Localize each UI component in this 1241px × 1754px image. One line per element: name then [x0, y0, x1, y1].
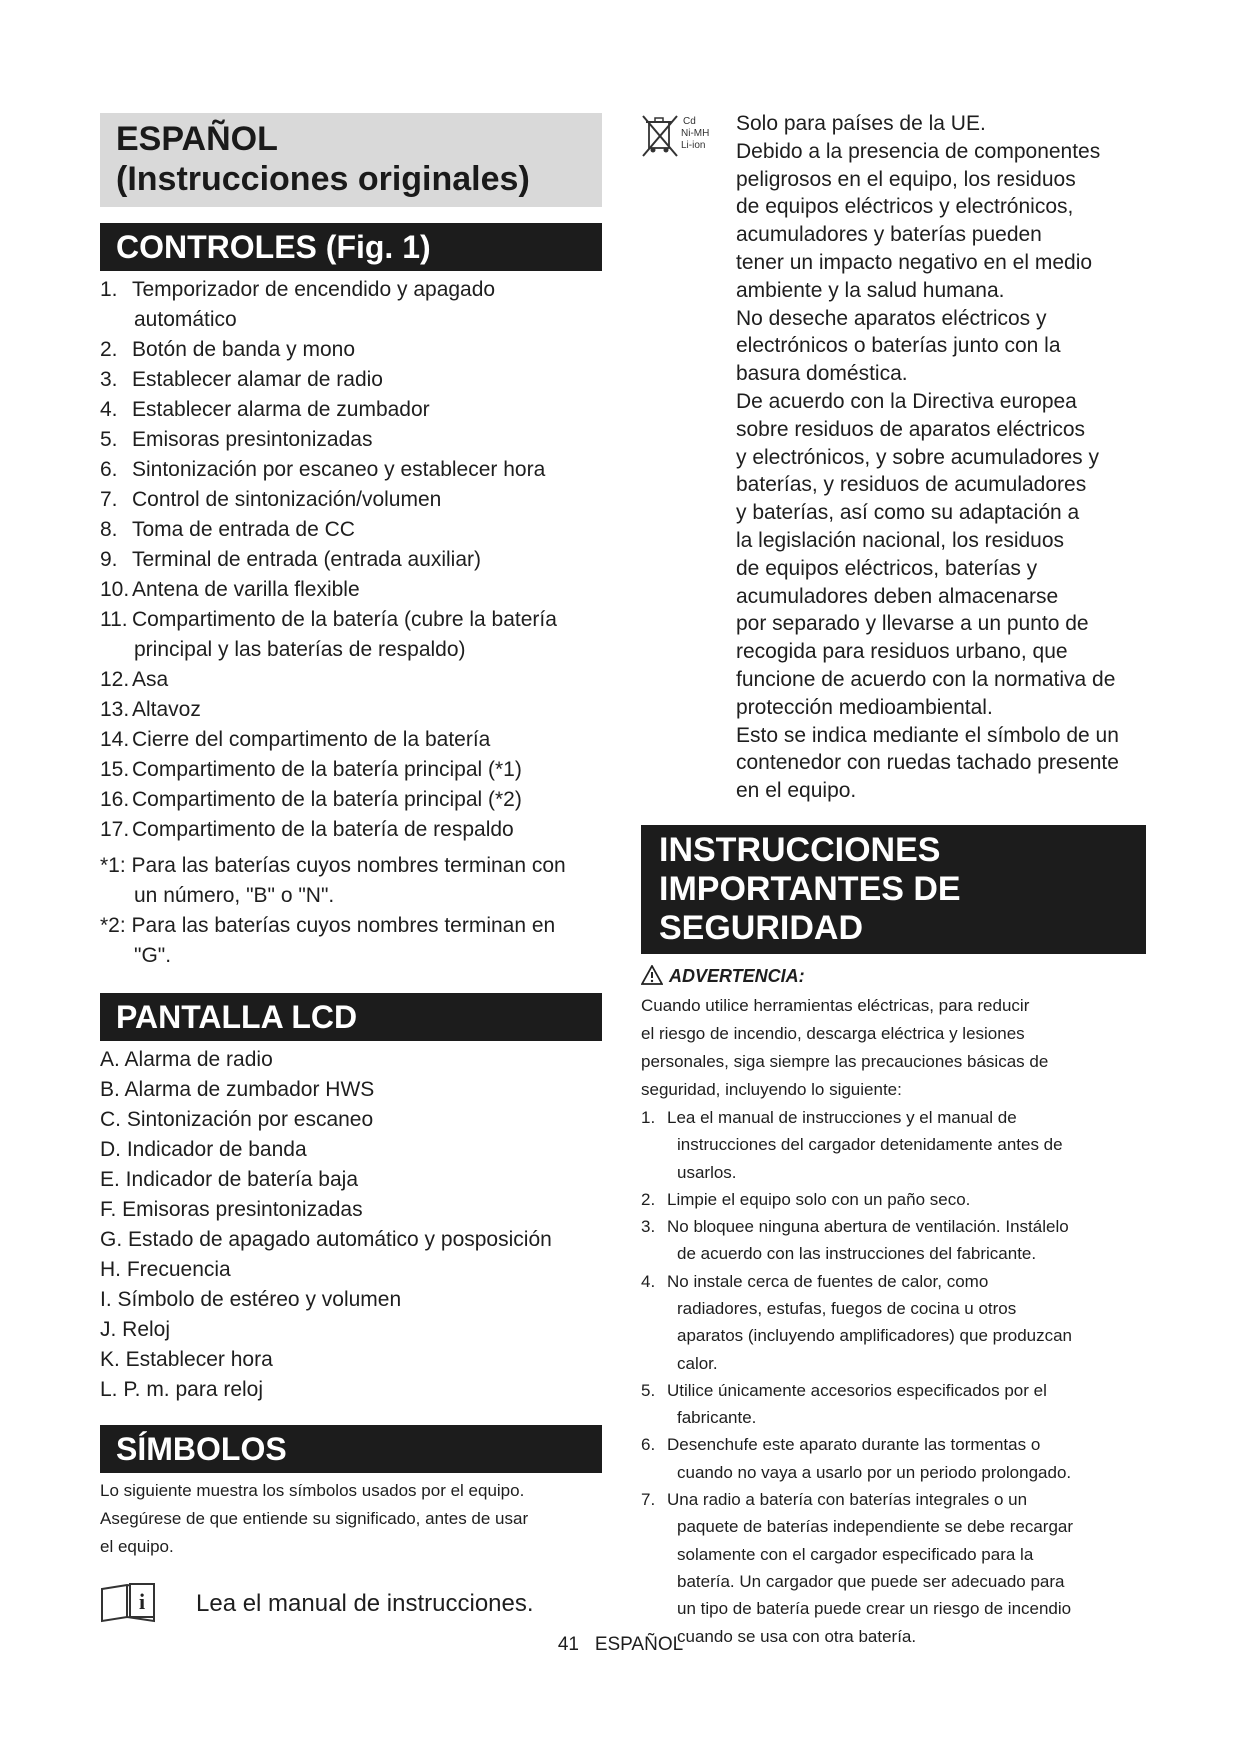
list-item: 7. Una radio a batería con baterías integrales o un paquete de baterías independiente se debe recargar solamente con el cargador especificado para la batería. Un cargador que puede ser adecuado para un tipo de batería puede crear un riesgo de incendio cuando se usa con otra batería.: [641, 1490, 1074, 1646]
warning-label: ADVERTENCIA:: [669, 965, 805, 986]
list-item: 3. No bloquee ninguna abertura de ventilación. Instálelo de acuerdo con las instrucciones del fabricante.: [641, 1217, 1069, 1264]
controls-list: [100, 275, 602, 845]
symbols-intro-line: Lo siguiente muestra los símbolos usados por el equipo.: [100, 1481, 525, 1500]
safety-intro: [641, 992, 1146, 1104]
left-column: [100, 113, 602, 1629]
list-item: 8. Toma de entrada de CC: [100, 518, 355, 541]
footnote-1: *1: Para las baterías cuyos nombres terminan con un número, "B" o "N".: [100, 854, 566, 907]
manual-symbol-row: [100, 1579, 602, 1629]
safety-intro-line: personales, siga siempre las precauciones básicas de: [641, 1051, 1049, 1071]
eu-line: funcione de acuerdo con la normativa de: [736, 667, 1116, 691]
eu-line: Esto se indica mediante el símbolo de un: [736, 723, 1119, 747]
eu-disposal-text: [736, 110, 1146, 805]
list-item: 4. No instale cerca de fuentes de calor, como radiadores, estufas, fuegos de cocina u otros aparatos (incluyendo amplificadores) que produzcan calor.: [641, 1271, 1073, 1373]
safety-intro-line: seguridad, incluyendo lo siguiente:: [641, 1079, 902, 1099]
list-item: J. Reloj: [100, 1318, 171, 1341]
eu-line: peligrosos en el equipo, los residuos: [736, 167, 1076, 191]
title-line-1: ESPAÑOL: [116, 120, 278, 158]
symbols-intro: [100, 1477, 602, 1561]
eu-line: De acuerdo con la Directiva europea: [736, 389, 1077, 413]
eu-line: No deseche aparatos eléctricos y: [736, 306, 1047, 330]
list-item: 13. Altavoz: [100, 698, 201, 721]
list-item: D. Indicador de banda: [100, 1138, 307, 1161]
controls-heading: CONTROLES (Fig. 1): [100, 223, 602, 271]
list-item: B. Alarma de zumbador HWS: [100, 1078, 375, 1101]
symbols-intro-line: el equipo.: [100, 1537, 174, 1556]
eu-line: de equipos eléctricos y electrónicos,: [736, 195, 1074, 219]
eu-line: electrónicos o baterías junto con la: [736, 334, 1061, 358]
eu-line: y electrónicos, y sobre acumuladores y: [736, 445, 1099, 469]
list-item: 11. Compartimento de la batería (cubre la batería principal y las baterías de respaldo): [100, 608, 557, 661]
list-item: 16. Compartimento de la batería principal (*2): [100, 788, 522, 811]
safety-heading-line: SEGURIDAD: [659, 908, 864, 947]
safety-intro-line: Cuando utilice herramientas eléctricas, para reducir: [641, 995, 1030, 1015]
eu-line: Debido a la presencia de componentes: [736, 139, 1101, 163]
eu-line: de equipos eléctricos, baterías y: [736, 556, 1038, 580]
lcd-list: [100, 1045, 602, 1405]
warning-label-row: [641, 964, 1146, 988]
safety-intro-line: el riesgo de incendio, descarga eléctrica y lesiones: [641, 1023, 1025, 1043]
list-item: 6. Sintonización por escaneo y establecer hora: [100, 458, 546, 481]
page-number: 41: [557, 1634, 579, 1655]
footer-language: ESPAÑOL: [594, 1634, 684, 1655]
list-item: E. Indicador de batería baja: [100, 1168, 359, 1191]
list-item: 14. Cierre del compartimento de la batería: [100, 728, 491, 751]
list-item: 17. Compartimento de la batería de respaldo: [100, 818, 514, 841]
symbols-intro-line: Asegúrese de que entiende su significado, antes de usar: [100, 1509, 529, 1528]
svg-text:Ni-MH: Ni-MH: [681, 128, 710, 139]
list-item: 15. Compartimento de la batería principal (*1): [100, 758, 522, 781]
eu-line: baterías, y residuos de acumuladores: [736, 473, 1087, 497]
lcd-heading: PANTALLA LCD: [100, 993, 602, 1041]
list-item: 7. Control de sintonización/volumen: [100, 488, 442, 511]
list-item: 4. Establecer alarma de zumbador: [100, 398, 430, 421]
symbols-heading: SÍMBOLOS: [100, 1425, 602, 1473]
list-item: 1. Temporizador de encendido y apagado automático: [100, 278, 496, 331]
list-item: 5. Emisoras presintonizadas: [100, 428, 373, 451]
safety-heading: [641, 825, 1146, 954]
eu-line: protección medioambiental.: [736, 695, 993, 719]
eu-line: en el equipo.: [736, 779, 857, 803]
controls-notes: [100, 851, 602, 971]
manual-symbol-caption: Lea el manual de instrucciones.: [196, 1590, 534, 1617]
page-footer: [0, 1634, 1241, 1656]
eu-disposal-block: [641, 110, 1146, 805]
eu-line: contenedor con ruedas tachado presente: [736, 751, 1119, 775]
eu-line: acumuladores y baterías pueden: [736, 223, 1042, 247]
eu-line: sobre residuos de aparatos eléctricos: [736, 417, 1086, 441]
list-item: 12. Asa: [100, 668, 169, 691]
list-item: 5. Utilice únicamente accesorios especificados por el fabricante.: [641, 1380, 1047, 1428]
eu-line: recogida para residuos urbano, que: [736, 640, 1068, 664]
svg-text:Cd: Cd: [683, 116, 696, 127]
document-title: [100, 113, 602, 207]
crossed-bin-icon: [641, 112, 729, 162]
right-column: [641, 110, 1146, 1650]
eu-line: acumuladores deben almacenarse: [736, 584, 1059, 608]
list-item: 9. Terminal de entrada (entrada auxiliar): [100, 548, 482, 571]
list-item: 10. Antena de varilla flexible: [100, 578, 360, 601]
safety-heading-line: INSTRUCCIONES: [659, 830, 941, 869]
eu-line: la legislación nacional, los residuos: [736, 528, 1065, 552]
eu-line: ambiente y la salud humana.: [736, 278, 1005, 302]
list-item: I. Símbolo de estéreo y volumen: [100, 1288, 402, 1311]
list-item: C. Sintonización por escaneo: [100, 1108, 374, 1131]
eu-line: basura doméstica.: [736, 362, 908, 386]
eu-line: tener un impacto negativo en el medio: [736, 250, 1093, 274]
safety-list: [641, 1104, 1146, 1650]
list-item: A. Alarma de radio: [100, 1048, 273, 1071]
list-item: K. Establecer hora: [100, 1348, 273, 1371]
eu-line: por separado y llevarse a un punto de: [736, 612, 1089, 636]
svg-text:i: i: [138, 1589, 146, 1614]
read-manual-icon: [100, 1581, 156, 1623]
eu-line: y baterías, así como su adaptación a: [736, 501, 1080, 525]
footnote-2: *2: Para las baterías cuyos nombres terminan en "G".: [100, 914, 556, 967]
list-item: 2. Limpie el equipo solo con un paño seco.: [641, 1189, 971, 1209]
list-item: 3. Establecer alamar de radio: [100, 368, 383, 391]
svg-text:Li-ion: Li-ion: [681, 140, 706, 151]
list-item: 6. Desenchufe este aparato durante las tormentas o cuando no vaya a usarlo por un periodo prolongado.: [641, 1435, 1072, 1482]
list-item: H. Frecuencia: [100, 1258, 231, 1281]
list-item: 1. Lea el manual de instrucciones y el manual de instrucciones del cargador detenidamente antes de usarlos.: [641, 1107, 1063, 1182]
warning-triangle-icon: [641, 965, 663, 985]
list-item: 2. Botón de banda y mono: [100, 338, 356, 361]
eu-line: Solo para países de la UE.: [736, 112, 986, 135]
title-line-2: (Instrucciones originales): [116, 160, 530, 198]
list-item: G. Estado de apagado automático y posposición: [100, 1228, 552, 1251]
list-item: L. P. m. para reloj: [100, 1378, 264, 1401]
list-item: F. Emisoras presintonizadas: [100, 1198, 363, 1221]
safety-heading-line: IMPORTANTES DE: [659, 869, 961, 908]
